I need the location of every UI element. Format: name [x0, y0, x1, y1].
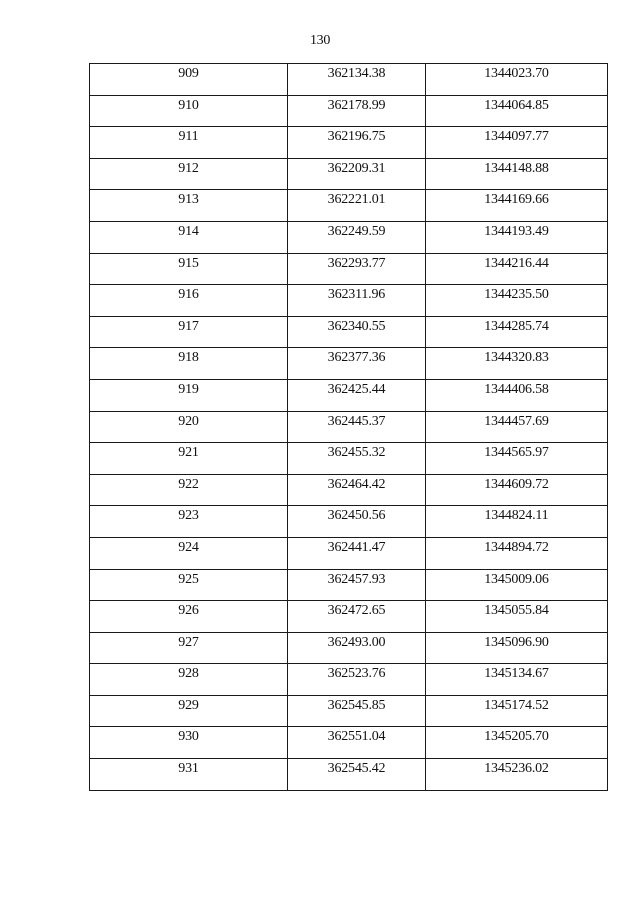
y-coordinate-cell: 1344457.69	[426, 411, 608, 443]
x-coordinate-cell: 362196.75	[288, 127, 426, 159]
point-number-cell: 927	[90, 632, 288, 664]
coordinates-table	[89, 63, 608, 791]
table-row	[90, 285, 608, 317]
x-coordinate-cell: 362450.56	[288, 506, 426, 538]
y-coordinate-cell: 1344193.49	[426, 221, 608, 253]
table-row	[90, 95, 608, 127]
point-number-cell: 912	[90, 158, 288, 190]
point-number-cell: 915	[90, 253, 288, 285]
x-coordinate-cell: 362441.47	[288, 537, 426, 569]
y-coordinate-cell: 1345174.52	[426, 695, 608, 727]
table-row	[90, 316, 608, 348]
table-row	[90, 253, 608, 285]
point-number-cell: 910	[90, 95, 288, 127]
x-coordinate-cell: 362464.42	[288, 474, 426, 506]
x-coordinate-cell: 362249.59	[288, 221, 426, 253]
table-row	[90, 727, 608, 759]
point-number-cell: 918	[90, 348, 288, 380]
x-coordinate-cell: 362445.37	[288, 411, 426, 443]
y-coordinate-cell: 1345055.84	[426, 601, 608, 633]
table-row	[90, 695, 608, 727]
point-number-cell: 924	[90, 537, 288, 569]
point-number-cell: 923	[90, 506, 288, 538]
point-number-cell: 921	[90, 443, 288, 475]
point-number-cell: 917	[90, 316, 288, 348]
y-coordinate-cell: 1345236.02	[426, 759, 608, 791]
point-number-cell: 928	[90, 664, 288, 696]
point-number-cell: 911	[90, 127, 288, 159]
x-coordinate-cell: 362455.32	[288, 443, 426, 475]
x-coordinate-cell: 362551.04	[288, 727, 426, 759]
table-row	[90, 537, 608, 569]
point-number-cell: 931	[90, 759, 288, 791]
x-coordinate-cell: 362545.42	[288, 759, 426, 791]
table-row	[90, 601, 608, 633]
x-coordinate-cell: 362493.00	[288, 632, 426, 664]
x-coordinate-cell: 362221.01	[288, 190, 426, 222]
y-coordinate-cell: 1344894.72	[426, 537, 608, 569]
table-body	[90, 64, 608, 791]
y-coordinate-cell: 1344064.85	[426, 95, 608, 127]
point-number-cell: 929	[90, 695, 288, 727]
x-coordinate-cell: 362340.55	[288, 316, 426, 348]
x-coordinate-cell: 362311.96	[288, 285, 426, 317]
y-coordinate-cell: 1344216.44	[426, 253, 608, 285]
x-coordinate-cell: 362545.85	[288, 695, 426, 727]
table-row	[90, 632, 608, 664]
table-row	[90, 64, 608, 96]
x-coordinate-cell: 362425.44	[288, 379, 426, 411]
x-coordinate-cell: 362377.36	[288, 348, 426, 380]
table-row	[90, 190, 608, 222]
x-coordinate-cell: 362178.99	[288, 95, 426, 127]
table-row	[90, 664, 608, 696]
table-row	[90, 443, 608, 475]
y-coordinate-cell: 1344235.50	[426, 285, 608, 317]
table-row	[90, 474, 608, 506]
point-number-cell: 925	[90, 569, 288, 601]
x-coordinate-cell: 362293.77	[288, 253, 426, 285]
table-row	[90, 569, 608, 601]
x-coordinate-cell: 362472.65	[288, 601, 426, 633]
y-coordinate-cell: 1344285.74	[426, 316, 608, 348]
table-row	[90, 127, 608, 159]
y-coordinate-cell: 1345009.06	[426, 569, 608, 601]
table-row	[90, 506, 608, 538]
x-coordinate-cell: 362209.31	[288, 158, 426, 190]
x-coordinate-cell: 362457.93	[288, 569, 426, 601]
y-coordinate-cell: 1344824.11	[426, 506, 608, 538]
y-coordinate-cell: 1344097.77	[426, 127, 608, 159]
point-number-cell: 926	[90, 601, 288, 633]
point-number-cell: 930	[90, 727, 288, 759]
y-coordinate-cell: 1345205.70	[426, 727, 608, 759]
y-coordinate-cell: 1344320.83	[426, 348, 608, 380]
table-row	[90, 158, 608, 190]
y-coordinate-cell: 1344148.88	[426, 158, 608, 190]
table-row	[90, 411, 608, 443]
point-number-cell: 914	[90, 221, 288, 253]
table-row	[90, 759, 608, 791]
table-row	[90, 221, 608, 253]
point-number-cell: 920	[90, 411, 288, 443]
point-number-cell: 913	[90, 190, 288, 222]
table-row	[90, 379, 608, 411]
x-coordinate-cell: 362134.38	[288, 64, 426, 96]
y-coordinate-cell: 1344565.97	[426, 443, 608, 475]
table-row	[90, 348, 608, 380]
point-number-cell: 919	[90, 379, 288, 411]
y-coordinate-cell: 1344609.72	[426, 474, 608, 506]
page-number: 130	[309, 33, 331, 48]
point-number-cell: 916	[90, 285, 288, 317]
point-number-cell: 922	[90, 474, 288, 506]
y-coordinate-cell: 1345096.90	[426, 632, 608, 664]
point-number-cell: 909	[90, 64, 288, 96]
y-coordinate-cell: 1344406.58	[426, 379, 608, 411]
y-coordinate-cell: 1345134.67	[426, 664, 608, 696]
x-coordinate-cell: 362523.76	[288, 664, 426, 696]
y-coordinate-cell: 1344023.70	[426, 64, 608, 96]
y-coordinate-cell: 1344169.66	[426, 190, 608, 222]
